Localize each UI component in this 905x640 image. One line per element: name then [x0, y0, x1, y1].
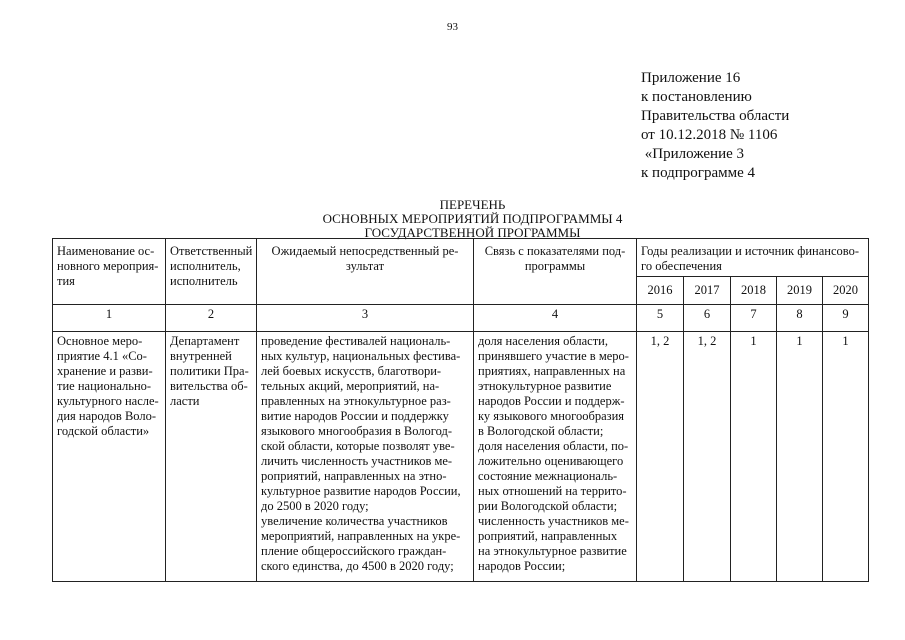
cell-text: лей боевых искусств, благотвори-: [261, 364, 442, 378]
appendix-line: от 10.12.2018 № 1106: [641, 127, 778, 143]
cell-text: ных культур, национальных фестива-: [261, 349, 461, 363]
title-line: ГОСУДАРСТВЕННОЙ ПРОГРАММЫ: [364, 225, 581, 240]
cell-text: внутренней: [170, 349, 232, 363]
header-text: Годы реализации и источник финансово-: [641, 244, 859, 258]
cell-text: тельных акций, мероприятий, на-: [261, 379, 440, 393]
cell-text: доля населения области,: [478, 334, 608, 348]
title-line: ПЕРЕЧЕНЬ: [439, 197, 506, 212]
cell-indicator-link: [474, 332, 637, 582]
activities-table: [52, 238, 869, 582]
cell-text: численность участников ме-: [478, 514, 629, 528]
table-row: [53, 332, 869, 582]
column-number: 7: [731, 305, 777, 332]
column-number: 5: [637, 305, 684, 332]
cell-text: языкового многообразия в Вологод-: [261, 424, 453, 438]
header-year: 2017: [684, 277, 731, 305]
cell-text: Департамент: [170, 334, 240, 348]
cell-text: доля населения области, по-: [478, 439, 629, 453]
header-text: исполнитель,: [170, 259, 241, 273]
cell-expected-result: [257, 332, 474, 582]
cell-text: проведение фестивалей националь-: [261, 334, 451, 348]
header-text: Связь с показателями под-: [484, 244, 626, 258]
column-number: 8: [777, 305, 823, 332]
cell-text: годской области»: [57, 424, 150, 438]
header-text: тия: [57, 274, 75, 288]
header-text: зультат: [345, 259, 385, 273]
column-number: 4: [474, 305, 637, 332]
cell-text: личить численность участников ме-: [261, 454, 453, 468]
header-year: 2016: [637, 277, 684, 305]
header-name: [53, 239, 166, 305]
header-text: исполнитель: [170, 274, 238, 288]
cell-text: культурное развитие народов России,: [261, 484, 461, 498]
cell-text: мероприятий, направленных на укре-: [261, 529, 461, 543]
header-text: Ответственный: [170, 244, 253, 258]
header-text: Наименование ос-: [57, 244, 155, 258]
cell-text: тие национально-: [57, 379, 152, 393]
column-number: 3: [257, 305, 474, 332]
cell-text: в Вологодской области;: [478, 424, 604, 438]
header-result: [257, 239, 474, 305]
header-executor: [166, 239, 257, 305]
cell-text: ку языкового многообразия: [478, 409, 625, 423]
cell-text: ской области, которые позволят уве-: [261, 439, 455, 453]
header-row: [53, 239, 869, 277]
appendix-line: «Приложение 3: [641, 146, 745, 162]
header-year: 2020: [823, 277, 869, 305]
cell-text: ложительно оценивающего: [478, 454, 624, 468]
cell-text: народов России и поддерж-: [478, 394, 625, 408]
cell-year-2019: 1: [777, 332, 823, 582]
cell-text: народов России;: [478, 559, 566, 573]
cell-text: хранение и разви-: [57, 364, 153, 378]
cell-text: роприятий, направленных: [478, 529, 618, 543]
cell-text: приятие 4.1 «Со-: [57, 349, 147, 363]
cell-year-2020: 1: [823, 332, 869, 582]
column-number: 1: [53, 305, 166, 332]
header-year: 2019: [777, 277, 823, 305]
header-year: 2018: [731, 277, 777, 305]
cell-text: ласти: [170, 394, 200, 408]
cell-year-2016: 1, 2: [637, 332, 684, 582]
column-number: 9: [823, 305, 869, 332]
column-numbers-row: [53, 305, 869, 332]
cell-text: пление общероссийского граждан-: [261, 544, 447, 558]
header-text: го обеспечения: [641, 259, 722, 273]
cell-text: приятиях, направленных на: [478, 364, 626, 378]
header-link: [474, 239, 637, 305]
appendix-note: [641, 69, 789, 183]
document-title: [250, 198, 695, 240]
appendix-line: Правительства области: [641, 108, 790, 124]
cell-year-2017: 1, 2: [684, 332, 731, 582]
header-text: новного мероприя-: [57, 259, 159, 273]
cell-text: политики Пра-: [170, 364, 249, 378]
column-number: 2: [166, 305, 257, 332]
cell-text: Основное меро-: [57, 334, 143, 348]
cell-text: витие народов России и поддержку: [261, 409, 449, 423]
cell-text: ского единства, до 4500 в 2020 году;: [261, 559, 454, 573]
cell-year-2018: 1: [731, 332, 777, 582]
cell-text: рии Вологодской области;: [478, 499, 618, 513]
column-number: 6: [684, 305, 731, 332]
cell-text: правленных на этнокультурное раз-: [261, 394, 451, 408]
appendix-line: Приложение 16: [641, 70, 741, 86]
cell-text: этнокультурное развитие: [478, 379, 612, 393]
cell-text: вительства об-: [170, 379, 248, 393]
cell-text: увеличение количества участников: [261, 514, 448, 528]
cell-text: состояние межнациональ-: [478, 469, 618, 483]
cell-text: дия народов Воло-: [57, 409, 157, 423]
cell-text: до 2500 в 2020 году;: [261, 499, 369, 513]
cell-text: на этнокультурное развитие: [478, 544, 627, 558]
header-years-group: [637, 239, 869, 277]
cell-text: роприятий, направленных на этно-: [261, 469, 447, 483]
cell-text: принявшего участие в меро-: [478, 349, 629, 363]
cell-text: культурного насле-: [57, 394, 159, 408]
cell-executor: [166, 332, 257, 582]
header-text: программы: [524, 259, 586, 273]
header-text: Ожидаемый непосредственный ре-: [271, 244, 459, 258]
cell-activity-name: [53, 332, 166, 582]
cell-text: ных отношений на террито-: [478, 484, 627, 498]
page-number: 93: [447, 21, 458, 33]
title-line: ОСНОВНЫХ МЕРОПРИЯТИЙ ПОДПРОГРАММЫ 4: [322, 211, 623, 226]
appendix-line: к постановлению: [641, 89, 752, 105]
appendix-line: к подпрограмме 4: [641, 165, 755, 181]
